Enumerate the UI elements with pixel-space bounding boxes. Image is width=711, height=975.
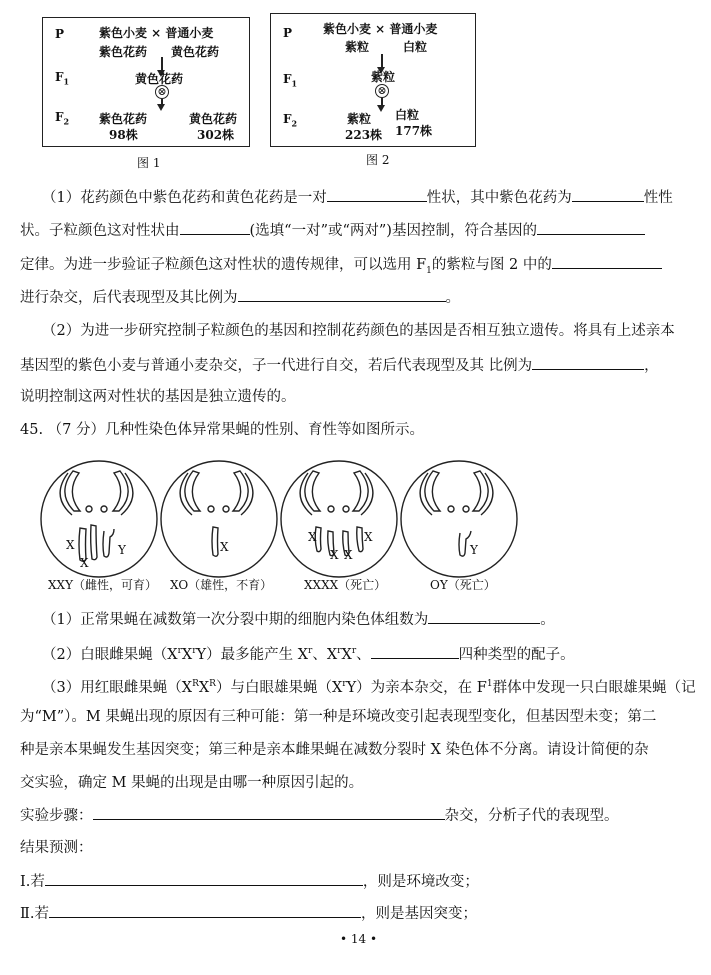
q45-p3-line1 (42, 674, 696, 698)
superscript: R (192, 679, 199, 689)
f2-count-left: 98株 (109, 128, 138, 142)
superscript: r (177, 646, 182, 656)
answer-blank[interactable] (572, 187, 644, 202)
q45-p3-line3: 种是亲本果蝇发生基因突变；第三种是亲本雌果蝇在减数分裂时 X 染色体不分离。请设计简便的杂 (20, 742, 649, 758)
q45-title: 45. （7 分）几种性染色体异常果蝇的性别、育性等如图所示。 (20, 422, 425, 438)
f2-sub: 2 (291, 118, 298, 129)
superscript: r (337, 646, 342, 656)
f2-count-left: 223株 (345, 128, 383, 142)
chrom-x-label: X (308, 530, 317, 544)
text: 进行杂交，后代表现型及其比例为 (20, 290, 238, 306)
p-trait-right: 黄色花药 (171, 45, 220, 59)
answer-blank[interactable] (371, 644, 459, 659)
chrom-y-label: Y (118, 543, 126, 557)
f2-trait-right: 黄色花药 (189, 112, 238, 126)
result-1 (20, 871, 689, 892)
text: 定律。为进一步验证子粒颜色这对性状的遗传规律，可以选用 F (20, 257, 427, 273)
figure-2-caption: 图 2 (366, 153, 390, 167)
result-title: 结果预测： (20, 840, 93, 856)
q45-p3-line4: 交实验，确定 M 果蝇的出现是由哪一种原因引起的。 (20, 775, 364, 791)
q45-p3-line2: 为“M”）。M 果蝇出现的原因有三种可能：第一种是环境改变引起表现型变化，但基因型未变；第二 (20, 709, 657, 725)
f1-letter: F (283, 72, 292, 86)
text: 性状，其中紫色花药为 (426, 190, 572, 206)
superscript: r (308, 646, 313, 656)
text: 、X (312, 646, 338, 663)
down-arrow (381, 98, 383, 106)
f1-letter: F (55, 70, 64, 84)
answer-blank[interactable] (180, 220, 250, 235)
f2-sub: 2 (63, 116, 70, 127)
f2-label (283, 112, 297, 128)
chrom-x-label: X (344, 548, 353, 562)
cell-caption: OY（死亡） (430, 578, 496, 592)
chrom-x-label: X (80, 556, 89, 570)
q44-p2-line1: （2）为进一步研究控制子粒颜色的基因和控制花药颜色的基因是否相互独立遗传。将具有上述亲本 (42, 323, 675, 339)
p-cross: 紫色小麦 × 普通小麦 (99, 26, 214, 40)
chrom-y-label: Y (470, 543, 478, 557)
text: （3）用红眼雌果蝇（X (42, 679, 193, 696)
text: （1）花药颜色中紫色花药和黄色花药是一对 (42, 190, 327, 206)
text: X (181, 646, 193, 663)
superscript: r (192, 646, 197, 656)
text: 实验步骤： (20, 808, 93, 824)
text: 。 (445, 290, 460, 306)
text: 基因型的紫色小麦与普通小麦杂交，子一代进行自交，若后代表现型及其 比例为 (20, 358, 533, 374)
answer-blank[interactable] (93, 805, 445, 820)
q44-p1-line3 (20, 254, 689, 281)
text: Y）最多能产生 X (196, 646, 309, 663)
f2-label (55, 110, 69, 126)
subscript: 1 (426, 265, 432, 276)
answer-blank[interactable] (49, 903, 361, 918)
answer-blank[interactable] (428, 609, 540, 624)
answer-blank[interactable] (238, 287, 446, 302)
f2-letter: F (55, 110, 64, 124)
down-arrow (381, 54, 383, 68)
text: 的紫粒与图 2 中的 (431, 257, 552, 273)
text: （2）白眼雌果蝇（X (42, 646, 178, 663)
f2-trait-left: 紫色花药 (99, 112, 148, 126)
cell-oy (401, 461, 517, 577)
p-label: P (283, 26, 293, 40)
answer-blank[interactable] (45, 871, 363, 886)
text: 性性 (643, 190, 673, 206)
result-2 (20, 903, 689, 924)
chrom-x-label: X (364, 530, 373, 544)
text: 杂交，分析子代的表现型。 (444, 808, 619, 824)
chrom-x-label: X (330, 548, 339, 562)
q44-p2-line2 (20, 355, 689, 376)
text: X (198, 679, 210, 696)
self-cross-symbol: ⊗ (155, 85, 169, 99)
text: (选填“一对”或“两对”)基因控制，符合基因的 (249, 223, 537, 239)
f2-count-right: 177株 (395, 124, 433, 138)
f1-sub: 1 (291, 78, 298, 89)
text: （1）正常果蝇在减数第一次分裂中期的细胞内染色体组数为 (42, 612, 429, 628)
chrom-x-label: X (220, 540, 229, 554)
cell-xo (161, 461, 277, 577)
p-trait-left: 紫粒 (345, 40, 370, 54)
figure-1 (42, 17, 250, 147)
text: Ⅰ.若 (20, 874, 45, 890)
text: Ⅱ.若 (20, 906, 49, 922)
chrom-x-label: X (66, 538, 75, 552)
f1-label (55, 70, 69, 86)
text: ）与白眼雄果蝇（X (215, 679, 343, 696)
f1-label (283, 72, 297, 88)
text: 状。子粒颜色这对性状由 (20, 223, 180, 239)
down-arrow (161, 57, 163, 71)
figure-2 (270, 13, 476, 147)
down-arrow (161, 99, 163, 105)
f1-trait: 紫粒 (371, 70, 396, 84)
q45-p1 (42, 609, 689, 630)
text: ， (644, 358, 659, 374)
text: 、 (356, 646, 371, 663)
figure-1-caption: 图 1 (137, 156, 161, 170)
text: ，则是环境改变； (362, 874, 479, 890)
text: ，则是基因突变； (360, 906, 477, 922)
f2-count-right: 302株 (197, 128, 235, 142)
superscript: R (209, 679, 216, 689)
p-cross: 紫色小麦 × 普通小麦 (323, 22, 438, 36)
q44-p1-line2 (20, 220, 689, 241)
self-cross-symbol: ⊗ (375, 84, 389, 98)
q44-p1-line1 (42, 187, 689, 208)
cell-xxxx (281, 461, 397, 577)
cell-caption: XXXX（死亡） (304, 578, 387, 592)
superscript: 1 (486, 679, 493, 689)
p-label: P (55, 27, 65, 41)
q44-p1-line4 (20, 287, 689, 308)
p-trait-right: 白粒 (403, 40, 428, 54)
answer-blank[interactable] (532, 355, 644, 370)
f2-trait-left: 紫粒 (347, 112, 372, 126)
cell-caption: XXY（雌性，可育） (48, 578, 158, 592)
f2-trait-right: 白粒 (395, 108, 420, 122)
chromosome-figure (0, 455, 711, 595)
p-trait-left: 紫色花药 (99, 45, 148, 59)
f1-sub: 1 (63, 76, 70, 87)
text: 四种类型的配子。 (458, 646, 575, 663)
q45-p2 (42, 641, 689, 665)
answer-blank[interactable] (537, 220, 645, 235)
superscript: r (351, 646, 357, 656)
superscript: r (342, 679, 347, 689)
experiment-steps (20, 805, 689, 826)
text: 群体中发现一只白眼雄果蝇（记 (492, 679, 696, 696)
cell-caption: XO（雄性，不育） (170, 578, 273, 592)
f2-letter: F (283, 112, 292, 126)
answer-blank[interactable] (327, 187, 427, 202)
text: 。 (540, 612, 555, 628)
text: Y）为亲本杂交，在 F (346, 679, 487, 696)
page-number: • 14 • (340, 932, 378, 946)
text: X (341, 646, 352, 663)
answer-blank[interactable] (552, 254, 662, 269)
q44-p2-line3: 说明控制这两对性状的基因是独立遗传的。 (20, 389, 296, 405)
f1-trait: 黄色花药 (135, 72, 184, 86)
cell-xxy (41, 461, 157, 577)
